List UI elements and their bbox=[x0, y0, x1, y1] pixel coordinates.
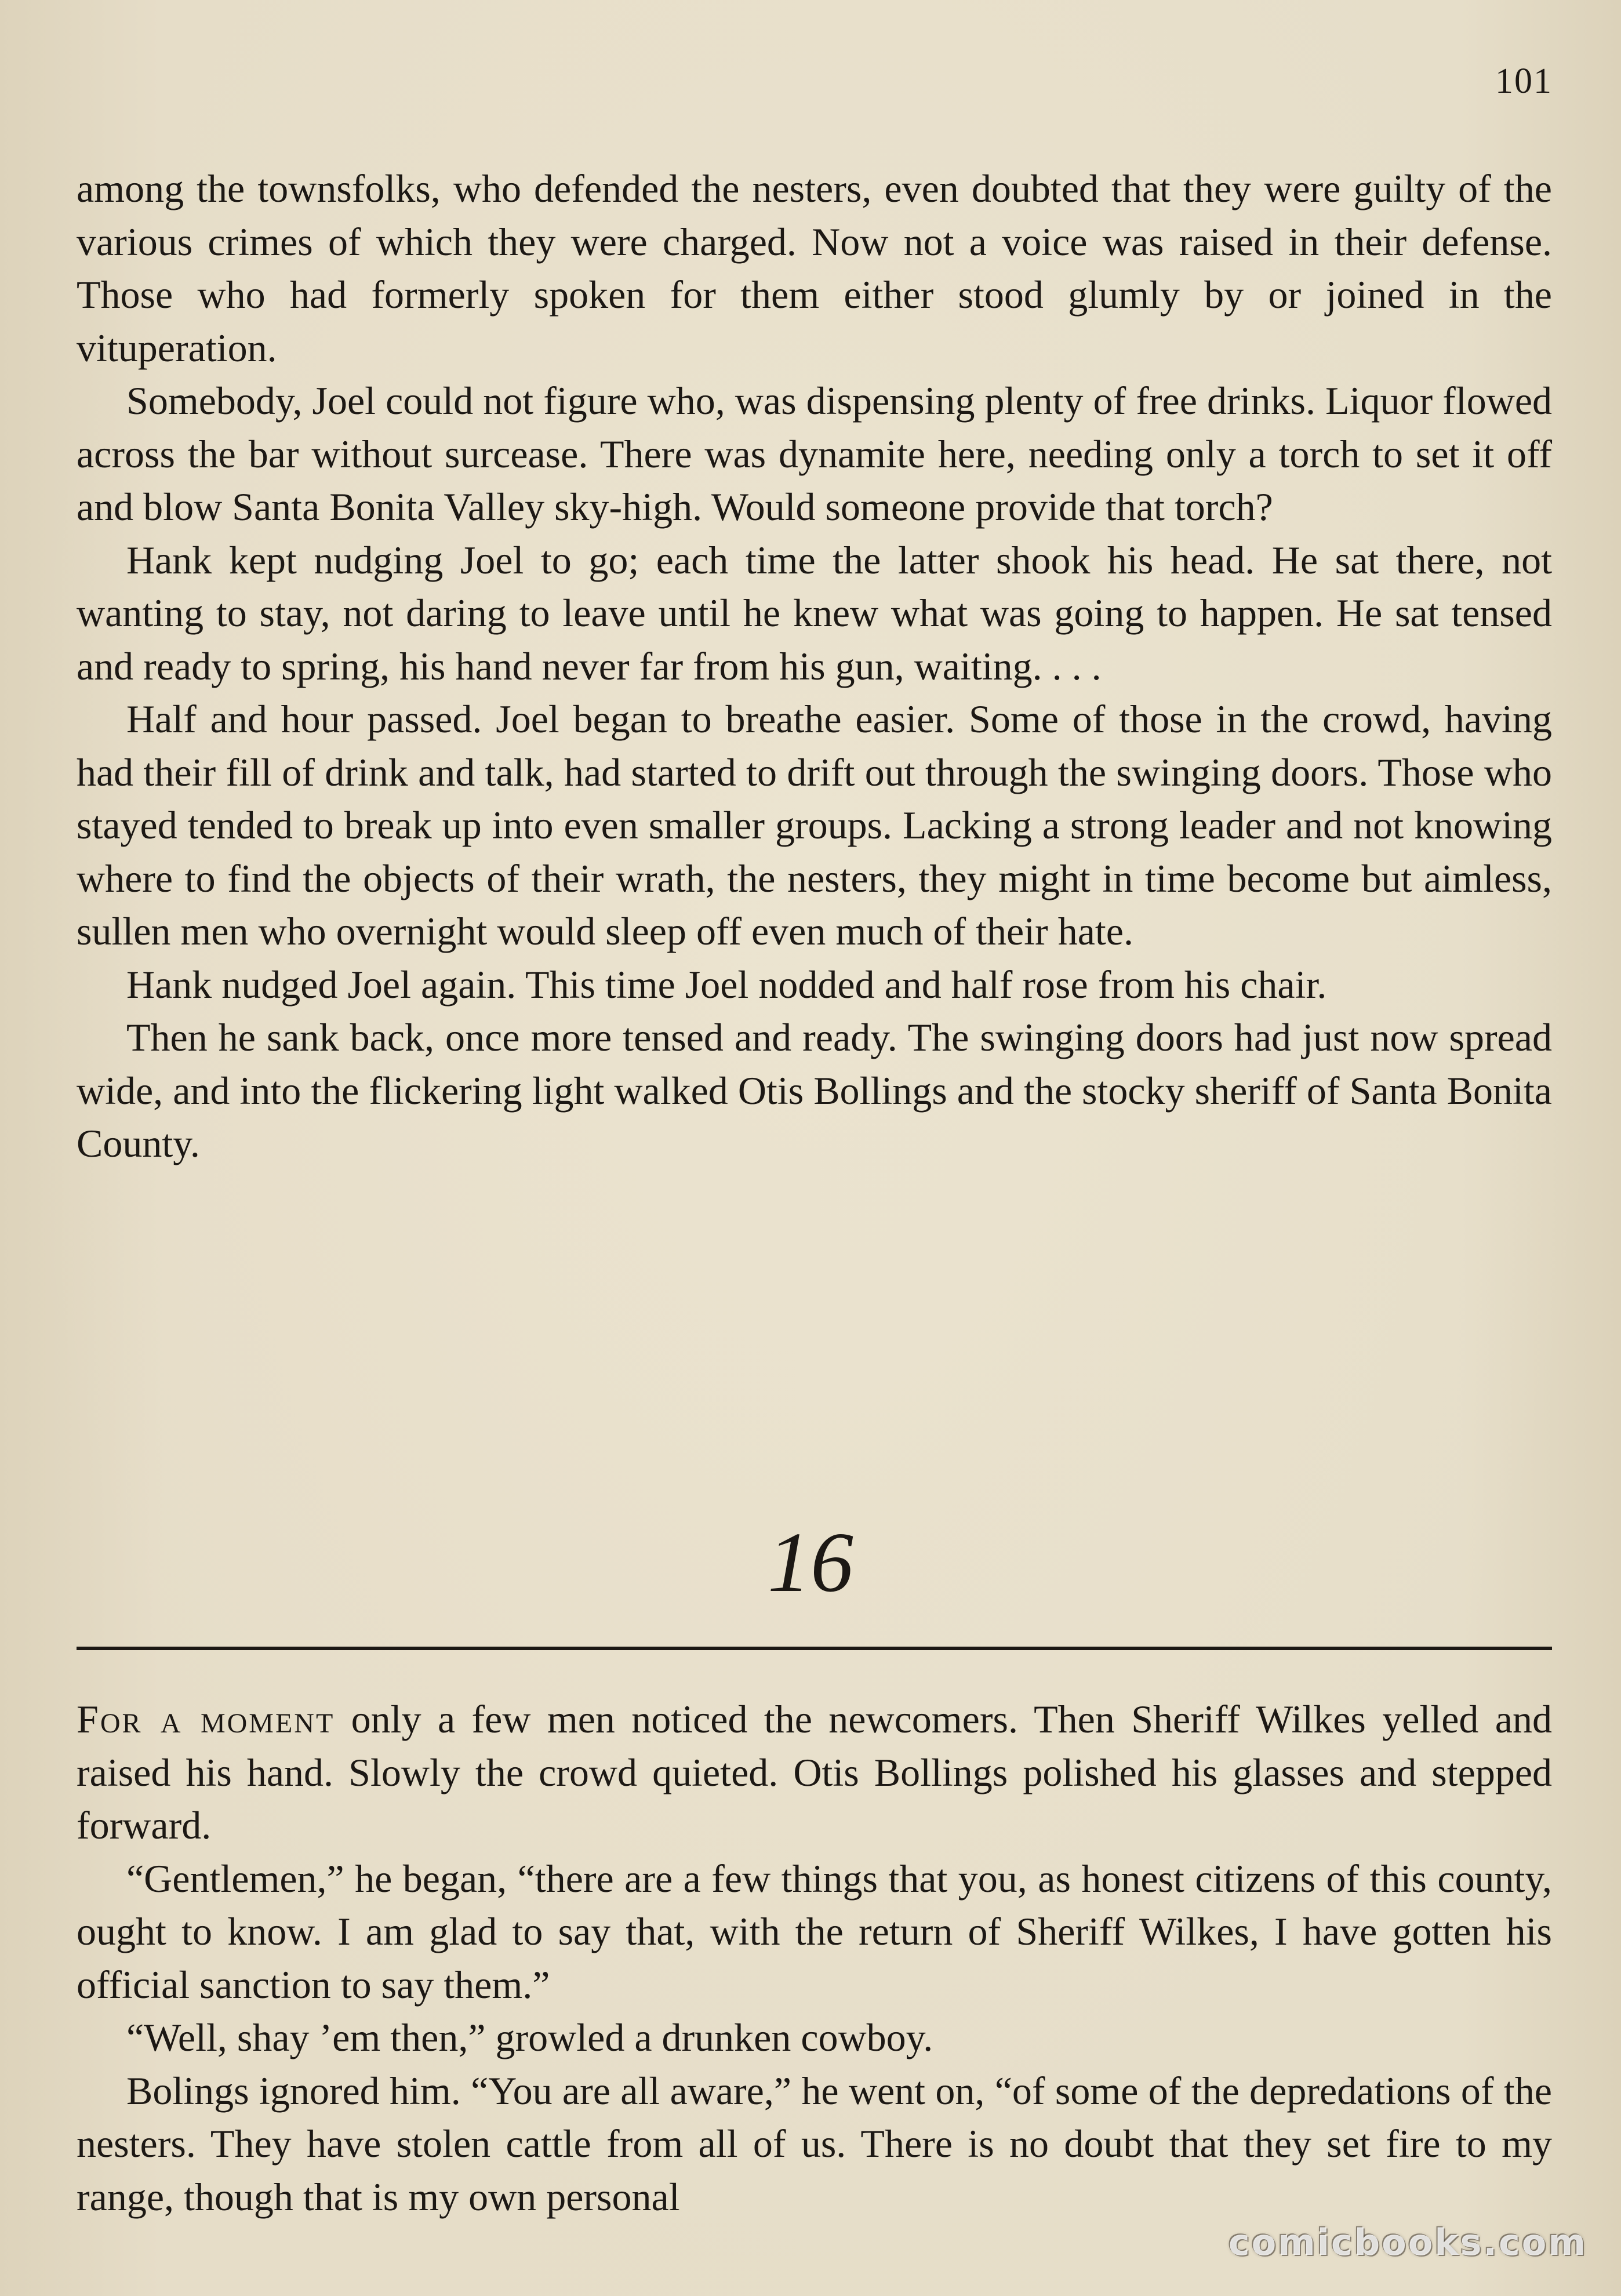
chapter-opening-small-caps: For a moment bbox=[77, 1697, 335, 1741]
chapter-number: 16 bbox=[768, 1515, 853, 1610]
paragraph: Somebody, Joel could not figure who, was dispensing plenty of free drinks. Liquor flowed across the bar without surcease. There was dynamite here, needing only a torch to set it off and blow Santa Bonita Valley sky-high. Would someone provide that torch? bbox=[77, 379, 1552, 529]
chapter-opening-rest: only a few men noticed the newcomers. Then Sheriff Wilkes yelled and raised his hand. Slowly the crowd quieted. Otis Bollings polished his glasses and stepped forward. bbox=[77, 1697, 1552, 1847]
chapter-text-block bbox=[77, 1693, 1552, 2224]
paragraph: “Well, shay ’em then,” growled a drunken cowboy. bbox=[126, 2015, 933, 2059]
paragraph: “Gentlemen,” he began, “there are a few things that you, as honest citizens of this county, ought to know. I am glad to say that, with the return of Sheriff Wilkes, I have gotten his official sanction to say them.” bbox=[77, 1856, 1552, 2007]
paragraph: among the townsfolks, who defended the nesters, even doubted that they were guilty of the various crimes of which they were charged. Now not a voice was raised in their defense. Those who had formerly spoken for them either stood glumly by or joined in the vituperation. bbox=[77, 166, 1552, 370]
paragraph: Hank kept nudging Joel to go; each time the latter shook his head. He sat there, not wanting to stay, not daring to leave until he knew what was going to happen. He sat tensed and ready to spring, his hand never far from his gun, waiting. . . . bbox=[77, 537, 1552, 688]
chapter-opening-paragraph bbox=[77, 1693, 1552, 1852]
site-watermark: comicbooks.com bbox=[1228, 2221, 1587, 2264]
chapter-divider-rule bbox=[77, 1647, 1552, 1650]
paragraph: Half and hour passed. Joel began to breathe easier. Some of those in the crowd, having had their fill of drink and talk, had started to drift out through the swinging doors. Those who stayed tended to break up into even smaller groups. Lacking a strong leader and not knowing where to find the objects of their wrath, the nesters, they might in time become but aimless, sullen men who overnight would sleep off even much of their hate. bbox=[77, 697, 1552, 953]
page-number: 101 bbox=[1495, 61, 1553, 101]
paragraph: Hank nudged Joel again. This time Joel nodded and half rose from his chair. bbox=[126, 962, 1327, 1007]
paragraph: Then he sank back, once more tensed and ready. The swinging doors had just now spread wide, and into the flickering light walked Otis Bollings and the stocky sheriff of Santa Bonita County. bbox=[77, 1015, 1552, 1165]
paragraph: Bolings ignored him. “You are all aware,” he went on, “of some of the depredations of the nesters. They have stolen cattle from all of us. There is no doubt that they set fire to my range, though that is my own personal bbox=[77, 2068, 1552, 2219]
continued-text-block bbox=[77, 162, 1552, 1171]
